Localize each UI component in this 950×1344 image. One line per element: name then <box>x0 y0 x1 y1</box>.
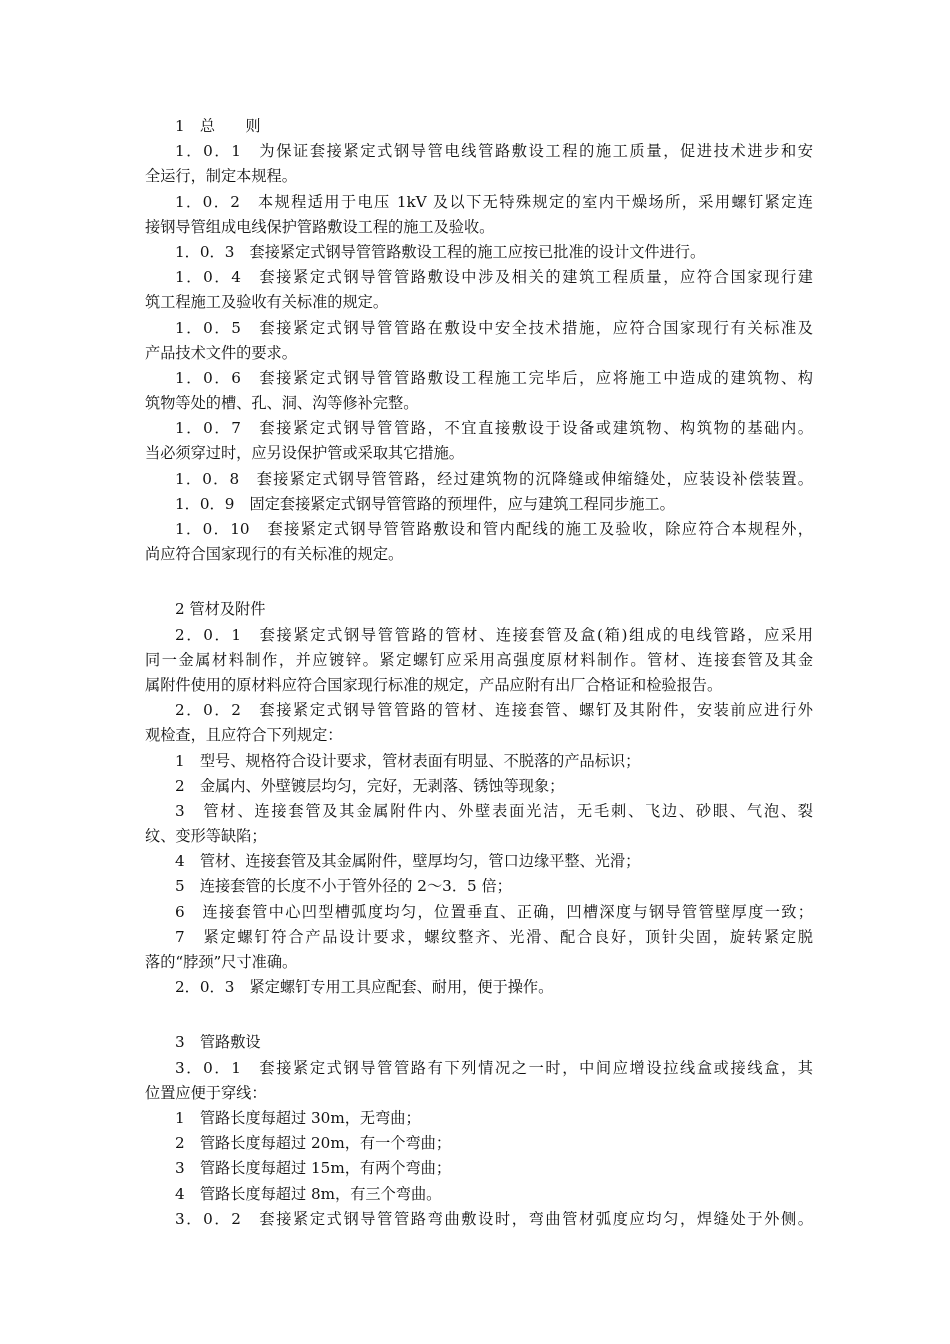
text-line: 2．0．1 套接紧定式钢导管管路的管材、连接套管及盒(箱)组成的电线管路，应采用 <box>175 625 813 644</box>
text-line: 2 金属内、外壁镀层均匀，完好，无剥落、锈蚀等现象； <box>175 776 565 795</box>
text-line: 筑物等处的槽、孔、洞、沟等修补完整。 <box>145 394 419 413</box>
text-line: 2．0．3 紧定螺钉专用工具应配套、耐用，便于操作。 <box>175 978 554 997</box>
text-line: 当必须穿过时，应另设保护管或采取其它措施。 <box>145 444 464 463</box>
text-line: 1．0．7 套接紧定式钢导管管路，不宜直接敷设于设备或建筑物、构筑物的基础内。 <box>175 419 813 438</box>
text-line: 纹、变形等缺陷； <box>145 827 267 846</box>
text-line: 属附件使用的原材料应符合国家现行标准的规定，产品应附有出厂合格证和检验报告。 <box>145 675 723 694</box>
text-line: 1．0．6 套接紧定式钢导管管路敷设工程施工完毕后，应将施工中造成的建筑物、构 <box>175 368 813 387</box>
text-line: 1．0．10 套接紧定式钢导管管路敷设和管内配线的施工及验收，除应符合本规程外， <box>175 520 813 538</box>
text-line: 3．0．1 套接紧定式钢导管管路有下列情况之一时，中间应增设拉线盒或接线盒，其 <box>175 1058 813 1077</box>
text-line: 位置应便于穿线： <box>145 1083 267 1102</box>
text-line: 1 管路长度每超过 30m，无弯曲； <box>175 1108 421 1127</box>
text-line: 1．0．2 本规程适用于电压 1kV 及以下无特殊规定的室内干燥场所，采用螺钉紧定连 <box>175 192 813 211</box>
text-line: 1．0．8 套接紧定式钢导管管路，经过建筑物的沉降缝或伸缩缝处，应装设补偿装置。 <box>175 469 813 488</box>
text-line: 1．0．3 套接紧定式钢导管管路敷设工程的施工应按已批准的设计文件进行。 <box>175 242 706 261</box>
text-line: 尚应符合国家现行的有关标准的规定。 <box>145 545 404 564</box>
text-line: 3 管路长度每超过 15m，有两个弯曲； <box>175 1159 452 1178</box>
document-page <box>145 114 813 1232</box>
text-line: 7 紧定螺钉符合产品设计要求，螺纹整齐、光滑、配合良好，顶针尖固，旋转紧定脱 <box>175 927 813 946</box>
text-line: 1．0．9 固定套接紧定式钢导管管路的预埋件，应与建筑工程同步施工。 <box>175 494 675 513</box>
section-gap <box>145 1000 813 1030</box>
text-line: 1 型号、规格符合设计要求，管材表面有明显、不脱落的产品标识； <box>175 751 641 770</box>
text-line: 观检查，且应符合下列规定： <box>145 726 343 745</box>
text-line: 1．0．5 套接紧定式钢导管管路在敷设中安全技术措施，应符合国家现行有关标准及 <box>175 318 813 337</box>
text-line: 2．0．2 套接紧定式钢导管管路的管材、连接套管、螺钉及其附件，安装前应进行外 <box>175 701 813 720</box>
text-line: 3．0．2 套接紧定式钢导管管路弯曲敷设时，弯曲管材弧度应均匀，焊缝处于外侧。 <box>175 1209 813 1228</box>
text-line: 4 管路长度每超过 8m，有三个弯曲。 <box>175 1184 442 1203</box>
text-line: 5 连接套管的长度不小于管外径的 2～3．5 倍； <box>175 877 512 896</box>
section-heading: 3 管路敷设 <box>175 1033 261 1052</box>
text-line: 筑工程施工及验收有关标准的规定。 <box>145 293 388 312</box>
section-gap <box>145 567 813 597</box>
section-heading: 2 管材及附件 <box>175 600 266 619</box>
text-line: 4 管材、连接套管及其金属附件，壁厚均匀，管口边缘平整、光滑； <box>175 852 641 871</box>
text-line: 3 管材、连接套管及其金属附件内、外壁表面光洁，无毛刺、飞边、砂眼、气泡、裂 <box>175 801 813 820</box>
text-line: 接钢导管组成电线保护管路敷设工程的施工及验收。 <box>145 217 495 236</box>
text-line: 1．0．1 为保证套接紧定式钢导管电线管路敷设工程的施工质量，促进技术进步和安 <box>175 142 813 161</box>
section-heading: 1 总 则 <box>175 117 261 135</box>
text-line: 2 管路长度每超过 20m，有一个弯曲； <box>175 1134 452 1153</box>
text-line: 产品技术文件的要求。 <box>145 343 297 362</box>
text-line: 同一金属材料制作，并应镀锌。紧定螺钉应采用高强度原材料制作。管材、连接套管及其金 <box>145 650 813 669</box>
text-line: 全运行，制定本规程。 <box>145 167 297 186</box>
text-line: 6 连接套管中心凹型槽弧度均匀，位置垂直、正确，凹槽深度与钢导管管壁厚度一致； <box>175 902 813 921</box>
text-line: 1．0．4 套接紧定式钢导管管路敷设中涉及相关的建筑工程质量，应符合国家现行建 <box>175 268 813 287</box>
text-line: 落的“脖颈”尺寸准确。 <box>145 953 298 971</box>
